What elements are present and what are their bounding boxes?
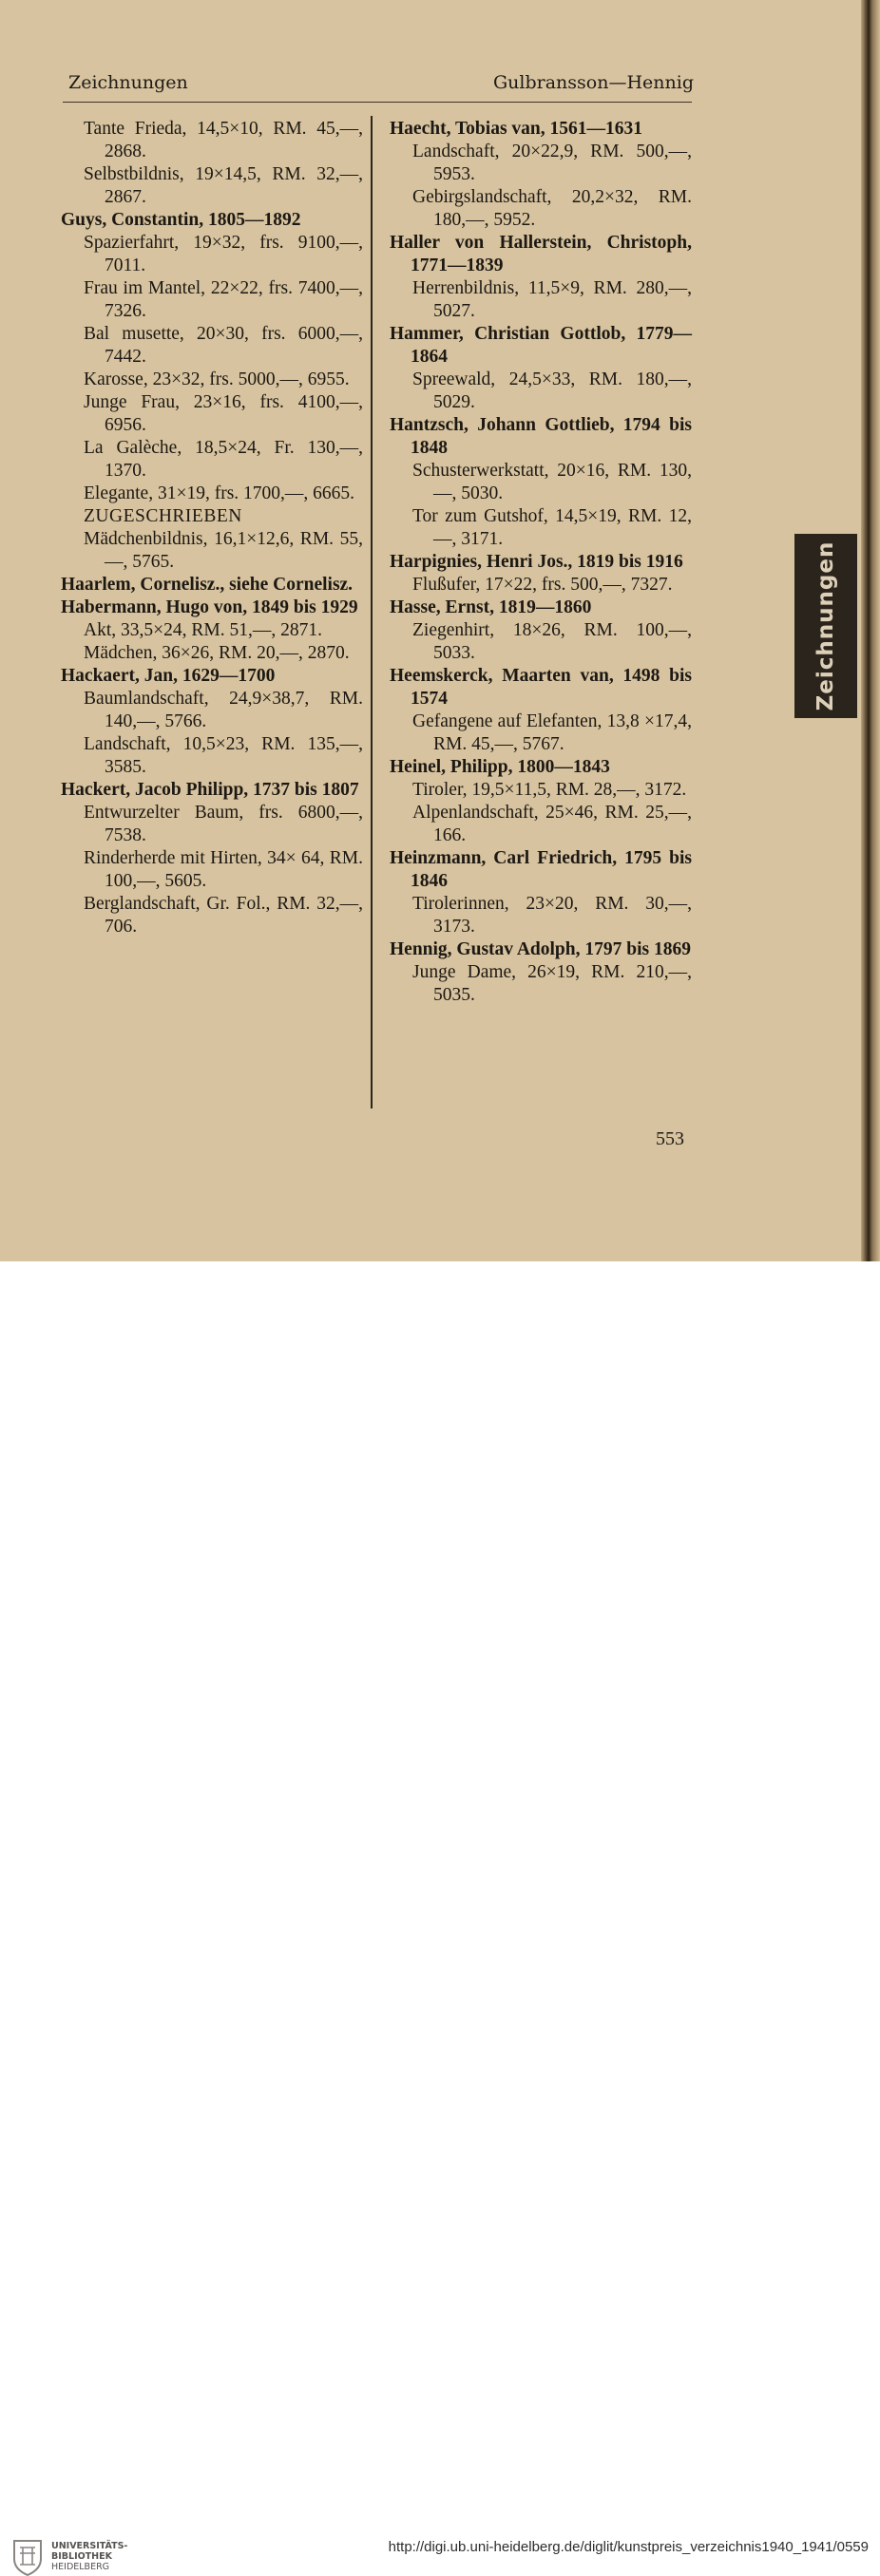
artwork-entry: Alpenlandschaft, 25×46, RM. 25,—, 166. xyxy=(412,803,692,845)
artwork-entry: Spazierfahrt, 19×32, frs. 9100,—, 7011. xyxy=(84,233,363,275)
artwork-entry: Tirolerinnen, 23×20, RM. 30,—, 3173. xyxy=(412,894,692,937)
artwork-entry: Selbstbildnis, 19×14,5, RM. 32,—, 2867. xyxy=(84,164,363,207)
artist-heading: Heinzmann, Carl Friedrich, 1795 bis 1846 xyxy=(390,848,692,891)
book-gutter xyxy=(861,0,880,1261)
artist-heading: Hackert, Jacob Philipp, 1737 bis 1807 xyxy=(61,780,359,800)
artwork-entry: Junge Frau, 23×16, frs. 4100,—, 6956. xyxy=(84,392,363,435)
artist-heading: Haarlem, Cornelisz., siehe Cornelisz. xyxy=(61,575,354,595)
artwork-entry: Flußufer, 17×22, frs. 500,—, 7327. xyxy=(412,575,673,595)
artist-heading: Hantzsch, Johann Gottlieb, 1794 bis 1848 xyxy=(390,415,692,458)
attribution-label: ZUGESCHRIEBEN xyxy=(84,506,242,526)
artwork-entry: Berglandschaft, Gr. Fol., RM. 32,—, 706. xyxy=(84,894,363,937)
running-header-right: Gulbransson—Hennig xyxy=(492,72,694,93)
artwork-entry: Landschaft, 10,5×23, RM. 135,—, 3585. xyxy=(84,734,363,777)
scanned-page xyxy=(0,0,880,1261)
artist-heading: Habermann, Hugo von, 1849 bis 1929 xyxy=(61,597,358,617)
artwork-entry: Baumlandschaft, 24,9×38,7, RM. 140,—, 5766. xyxy=(84,689,363,731)
column-divider xyxy=(371,116,373,1108)
artist-heading: Heinel, Philipp, 1800—1843 xyxy=(390,757,610,777)
artwork-entry: Akt, 33,5×24, RM. 51,—, 2871. xyxy=(84,620,322,640)
artwork-entry: Bal musette, 20×30, frs. 6000,—, 7442. xyxy=(84,324,363,367)
artwork-entry: La Galèche, 18,5×24, Fr. 130,—, 1370. xyxy=(84,438,363,481)
permalink[interactable]: http://digi.ub.uni-heidelberg.de/diglit/kunstpreis_verzeichnis1940_1941/0559 xyxy=(388,2539,869,2555)
artist-heading: Haller von Hallerstein, Christoph, 1771—1839 xyxy=(390,233,692,275)
running-header-left: Zeichnungen xyxy=(68,72,188,93)
library-name-line-1: UNIVERSITÄTS- xyxy=(51,2541,128,2551)
artist-heading: Hammer, Christian Gottlob, 1779—1864 xyxy=(390,324,692,367)
artist-heading: Hackaert, Jan, 1629—1700 xyxy=(61,666,276,686)
artwork-entry: Mädchenbildnis, 16,1×12,6, RM. 55,—, 5765. xyxy=(84,529,363,572)
artwork-entry: Landschaft, 20×22,9, RM. 500,—, 5953. xyxy=(412,142,692,184)
artwork-entry: Ziegenhirt, 18×26, RM. 100,—, 5033. xyxy=(412,620,692,663)
artwork-entry: Spreewald, 24,5×33, RM. 180,—, 5029. xyxy=(412,369,692,412)
artist-heading: Guys, Constantin, 1805—1892 xyxy=(61,210,301,230)
artwork-entry: Frau im Mantel, 22×22, frs. 7400,—, 7326. xyxy=(84,278,363,321)
section-thumb-tab-label: Zeichnungen xyxy=(813,540,838,711)
artist-heading: Haecht, Tobias van, 1561—1631 xyxy=(390,119,643,139)
university-seal-icon xyxy=(11,2538,44,2576)
artwork-entry: Mädchen, 36×26, RM. 20,—, 2870. xyxy=(84,643,350,663)
right-column xyxy=(390,118,692,1007)
artwork-entry: Gefangene auf Elefanten, 13,8 ×17,4, RM. 45,—, 5767. xyxy=(412,711,692,754)
artwork-entry: Elegante, 31×19, frs. 1700,—, 6665. xyxy=(84,483,355,503)
left-column xyxy=(61,118,363,938)
artwork-entry: Schusterwerkstatt, 20×16, RM. 130,—, 5030. xyxy=(412,461,692,503)
artist-heading: Hasse, Ernst, 1819—1860 xyxy=(390,597,592,617)
artwork-entry: Tante Frieda, 14,5×10, RM. 45,—, 2868. xyxy=(84,119,363,161)
library-name-line-3: HEIDELBERG xyxy=(51,2562,110,2572)
library-name xyxy=(51,2541,127,2572)
artist-heading: Hennig, Gustav Adolph, 1797 bis 1869 xyxy=(390,939,691,959)
artwork-entry: Gebirgslandschaft, 20,2×32, RM. 180,—, 5952. xyxy=(412,187,692,230)
library-name-line-2: BIBLIOTHEK xyxy=(51,2551,112,2562)
artist-heading: Harpignies, Henri Jos., 1819 bis 1916 xyxy=(390,552,683,572)
header-rule xyxy=(63,102,692,103)
digitization-footer xyxy=(0,1261,880,2572)
artwork-entry: Herrenbildnis, 11,5×9, RM. 280,—, 5027. xyxy=(412,278,692,321)
artwork-entry: Karosse, 23×32, frs. 5000,—, 6955. xyxy=(84,369,350,389)
artwork-entry: Rinderherde mit Hirten, 34× 64, RM. 100,—, 5605. xyxy=(84,848,363,891)
artwork-entry: Tor zum Gutshof, 14,5×19, RM. 12,—, 3171. xyxy=(412,506,692,549)
artwork-entry: Junge Dame, 26×19, RM. 210,—, 5035. xyxy=(412,962,692,1005)
artist-heading: Heemskerck, Maarten van, 1498 bis 1574 xyxy=(390,666,692,709)
artwork-entry: Tiroler, 19,5×11,5, RM. 28,—, 3172. xyxy=(412,780,687,800)
artwork-entry: Entwurzelter Baum, frs. 6800,—, 7538. xyxy=(84,803,363,845)
page-number: 553 xyxy=(656,1128,684,1149)
